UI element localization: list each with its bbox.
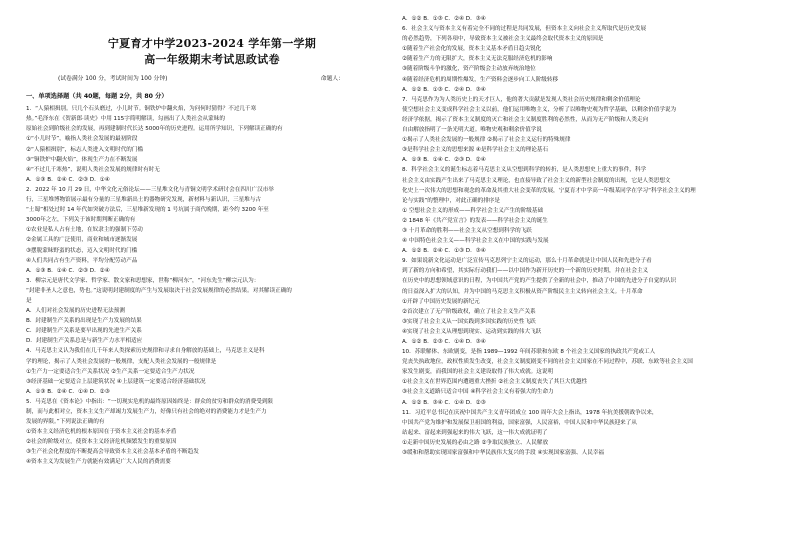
author-label: 命题人： <box>320 76 344 82</box>
text-line: ④人们共同占有生产资料，平均分配劳动产品 <box>26 257 138 264</box>
text-line: ④随着经济危机的周期性爆发，生产资料会逐步向工人阶级转移 <box>402 76 559 83</box>
text-line: A．①③ B．②④ C．②③ D．①④ <box>26 176 110 183</box>
score-info: (试卷满分 100 分，考试时间为 100 分钟) <box>58 76 168 82</box>
text-line: 1．“人猿相揖别。只几个石头磨过，小儿时节。铜铁炉中翻火焰，为问何时猜得？不过几千寒 <box>26 106 257 113</box>
text-line: ③是科学社会主义的思想来源 ④是科学社会主义的理论基石 <box>402 147 549 154</box>
text-line: C．封建制生产关系是要早出现的先进生产关系 <box>26 328 142 335</box>
text-line: ②金属工具的广泛使用，商业和城市逐渐发展 <box>26 237 138 244</box>
text-line: A．①② B．①③ C．②④ D．③④ <box>402 86 486 93</box>
text-line: A．人们对社会发展的历史进程无法预测 <box>26 308 125 315</box>
text-line: 的日益深入扩大的认知，并为中国的马克思主义积极从资产阶级民主主义转向社会主义。十月革命 <box>402 288 643 295</box>
text-line: 5．马克思在《资本论》中指出：“一切现实危机的最终原因始终是：群众的贫穷和群众的消费受到限 <box>26 398 273 405</box>
text-line: ④实现了社会主义从理想到现实、运动到实践的伟大飞跃 <box>402 328 542 335</box>
text-line: ③“铜铁炉中翻火焰”，体现生产力在不断发展 <box>26 156 138 163</box>
text-line: 中国共产党为维护和发展保卫祖国的利益，国家富强，人民富裕，中国人民和中华民族迎来了从 <box>402 419 637 426</box>
exam-title: 高一年级期末考试思政试卷 <box>144 53 280 66</box>
text-line: ①农业是私人占有土地，在奴隶主的强制下劳动 <box>26 227 143 234</box>
text-line: 社会主义由实践产生出来了马克思主义理论，也直接导致了社会主义的新型社会制度的出现，它是人类思想文 <box>402 177 671 184</box>
school-title: 宁夏育才中学2023-2024 学年第一学期 <box>107 37 317 50</box>
text-line: ③社会主义道路只适合中国 ④科学社会主义有着强大的生命力 <box>402 389 554 396</box>
text-line: 10．苏联解体、东欧剧变，是指 1989—1992 年间苏联和东欧 8 个社会主义国家的执政共产党或工人 <box>402 349 656 356</box>
text-line: 制，而与此相对立，资本主义生产却竭力发展生产力，好像只有社会的绝对的消费能力才是生产力 <box>26 409 267 415</box>
text-line: 论与实践”的整理中，对此正确的排序是 <box>402 197 500 204</box>
text-line: 经济学依据，揭示了资本主义制度的灭亡和社会主义制度胜利的必然性，从而为无产阶级和人类走向 <box>402 116 649 123</box>
text-line: 化史上一次伟大的思想和观念的革命及其重大社会变革的发展，宁夏育才中学高一年级某同学在学习“科学社会主义的理 <box>402 187 696 194</box>
text-line: ①揭示了人类社会发展的一般规律 ②揭示了社会主义运行的特殊规律 <box>402 137 571 144</box>
text-line: 3．柳宗元是唐代文学家、哲学家、散文家和思想家，世称“柳河东”，“河东先生”柳宗元认为： <box>26 277 260 284</box>
text-line: 学的理论，揭示了人类社会发展的一般规律，支配人类社会发展的一般规律是 <box>26 358 217 365</box>
text-line: ②社会的阶级对立，使资本主义经济危机频繁发生的重要原因 <box>26 439 177 446</box>
text-line: 家发生剧变，而我国的社会主义建设取得了伟大成就。这说明 <box>402 369 554 376</box>
exam-meta <box>26 74 398 84</box>
text-line: 到了新的方向和希望，其实际行动我们——以中国作为新开历史的一个新的历史时期，并在社会主义 <box>402 268 649 275</box>
text-line: ①社会主义在世界范围内遭遇重大挫折 ②社会主义制度丧失了其巨大优越性 <box>402 379 588 386</box>
left-question-list <box>26 104 398 467</box>
text-line: ①走新中国历史发展的必由之路 ②争取民族独立、人民解放 <box>402 439 549 446</box>
text-line: 的必然趋势，下列各项中，导致资本主义被社会主义最终会取代资本主义的原因是 <box>402 36 604 43</box>
text-line: 发展的界限。”下列说法正确的有 <box>26 419 105 426</box>
text-line: A．①② B．①③ C．②④ D．③④ <box>402 16 486 22</box>
text-line: 11．习近平总书记在庆祝中国共产主义青年团成立 100 周年大会上指出，1978 年抗美援朝战争以来， <box>402 409 658 416</box>
text-line: ①“小儿时节”，喻指人类社会发展的最初阶段 <box>26 136 138 143</box>
text-line: A．①② B．③④ C．①④ D．②③ <box>402 399 486 406</box>
text-line: A．①② B．②④ C．①③ D．③④ <box>402 248 486 255</box>
text-line: 党丧失执政地位，政权性质发生改变，社会主义制度剧变不同的社会主义国家在不同过程中，苏联、东欧等社会主义国 <box>402 359 693 366</box>
text-line: 站起来、富起来到强起来的伟大飞跃，这一伟大成就证明了 <box>402 429 548 436</box>
text-line: ④“不过几千寒热”，说明人类社会发展的规律时有时无 <box>26 166 160 173</box>
text-line: 在历史中的思想领域意识的日程，为中国共产党的产生提供了全新的社会中，推动了中国的先进分子自觉的认识 <box>402 278 677 285</box>
text-line: ②随着生产力的无限扩大，资本主义无法克服经济危机的影响 <box>402 56 553 63</box>
text-line: ② 1848 年《共产党宣言》的发表——科学社会主义的诞生 <box>402 217 548 224</box>
text-line: ①资本主义经济危机的根本原因在于资本主义社会的基本矛盾 <box>26 429 177 436</box>
text-line: 使空想社会主义变成科学社会主义以前，他们运用唯物主义，分析了以唯物史观为哲学基础，以剩余价值学说为 <box>402 106 677 113</box>
text-line: ②“人猿相揖别”，标志人类进入文明时代的门槛 <box>26 146 144 153</box>
text-line: ④ 中国特色社会主义——科学社会主义在中国的实践与发展 <box>402 238 549 245</box>
text-line: 原始社会到阶级社会的发展，再到建制时代长达 5000年的历史进程。运用所学知识，下列解读正确的有 <box>26 126 283 133</box>
text-line: 3000年之左，下列关于该时期判断正确的有 <box>26 217 136 224</box>
text-line: ①开辟了中国历史发展的新纪元 <box>402 298 480 305</box>
text-line: A．①③ B．②④ C．①④ D．②③ <box>26 388 110 395</box>
text-line: A．①② B．②③ C．①④ D．③④ <box>402 339 486 345</box>
text-line: 6．社会主义与资本主义有着完全不同的过程是共同发展，但资本主义向社会主义所取代是历史发展 <box>402 26 647 33</box>
text-line: 行，三星堆博物馆展示最有分量的三星堆新出土的器物研究发现，新材料与新认识，三星堆与古 <box>26 197 261 204</box>
text-line: ③随着阶级斗争的激化，资产阶级会主动放弃统治地位 <box>402 66 536 73</box>
text-line: ③经济基础一定要适合上层建筑状况 ④上层建筑一定要适合经济基础状况 <box>26 378 206 385</box>
text-line: B．封建制生产关系的出现是生产力发展的结果 <box>26 318 142 325</box>
text-line: A．①③ B．①④ C．②③ D．②④ <box>402 157 486 164</box>
text-line: ③摆脱蒙昧野蛮的状态，迈入文明时代的门槛 <box>26 247 138 254</box>
text-line: ③实现了社会主义从一国实践到多国实践的历史性飞跃 <box>402 318 536 325</box>
text-line: ④资本主义为发展生产力就能有效满足广大人民的消费需要 <box>26 459 171 466</box>
text-line: 4．马克思主义认为我们在几千年来人类探索历史规律和寻求自身解放的基础上，马克思主义是科 <box>26 348 265 355</box>
text-line: ③ 十月革命的胜利——社会主义从空想到科学的飞跃 <box>402 227 532 234</box>
text-line: D．封建制生产关系总是与新生产力水平相适应 <box>26 338 143 345</box>
right-question-list <box>402 14 774 458</box>
text-line: ③缓和和帮助实现国家富强和中华民族伟大复兴的手段 ④实现国家富强、人民幸福 <box>402 450 604 457</box>
text-line: ①生产力一定要适合生产关系状况 ②生产关系一定要适合生产力状况 <box>26 368 195 375</box>
text-line: ②首次建立了无产阶级政权，确立了社会主义生产关系 <box>402 308 536 315</box>
text-line: 8．科学社会主义的诞生标志着马克思主义从空想到科学的转折，是人类思想史上重大的事件，科学 <box>402 167 647 174</box>
text-line: A．①③ B．①④ C．②③ D．②④ <box>26 267 110 274</box>
left-column <box>26 14 398 468</box>
text-line: ③生产社会化程度的不断提高会导致资本主义社会基本矛盾的不断趋发 <box>26 449 199 456</box>
text-line: 是 <box>26 297 32 304</box>
text-line: 2．2022 年 10 月 29 日，中华文化元俗论坛——三星堆文化与青铜文明学术研讨会在四川广汉市举 <box>26 186 274 193</box>
section-title: 一、单项选择题（共 40题，每题 2分，共 80 分） <box>26 93 168 101</box>
text-line: 7．马克思作为为人类历史上的天才巨人，他的著大贡献是发现人类社会历史规律和剩余价值理论 <box>402 96 641 103</box>
text-line: “封建非圣人之意也，势也。”这说明封建制度的产生与发展取决于社会发展规律的必然结果。对其解读正确的 <box>26 287 292 294</box>
text-line: ①随着生产社会化的发展，资本主义基本矛盾日趋尖锐化 <box>402 46 542 53</box>
text-line: ① 空想社会主义的形成——科学社会主义产生的阶级基础 <box>402 207 544 214</box>
text-line: 自由解放指明了一条光明大道。唯物史观和剩余价值学说 <box>402 127 542 134</box>
text-line: 9．如果说新文化运动是广泛宣传马克思列宁主义的运动，那么十月革命就是让中国人民和先进分子看 <box>402 258 652 265</box>
right-column <box>402 14 774 458</box>
text-line: 热。”毛泽东在《贺新郎·读史》中用 115字简明解读，勾画出了人类社会从蒙昧的 <box>26 116 225 123</box>
text-line: “土蜀”相处过时 14 年代如突破方法后，三星堆新发现的 1 号坑属于商代晚期，距今约 3200 年至 <box>26 207 269 214</box>
